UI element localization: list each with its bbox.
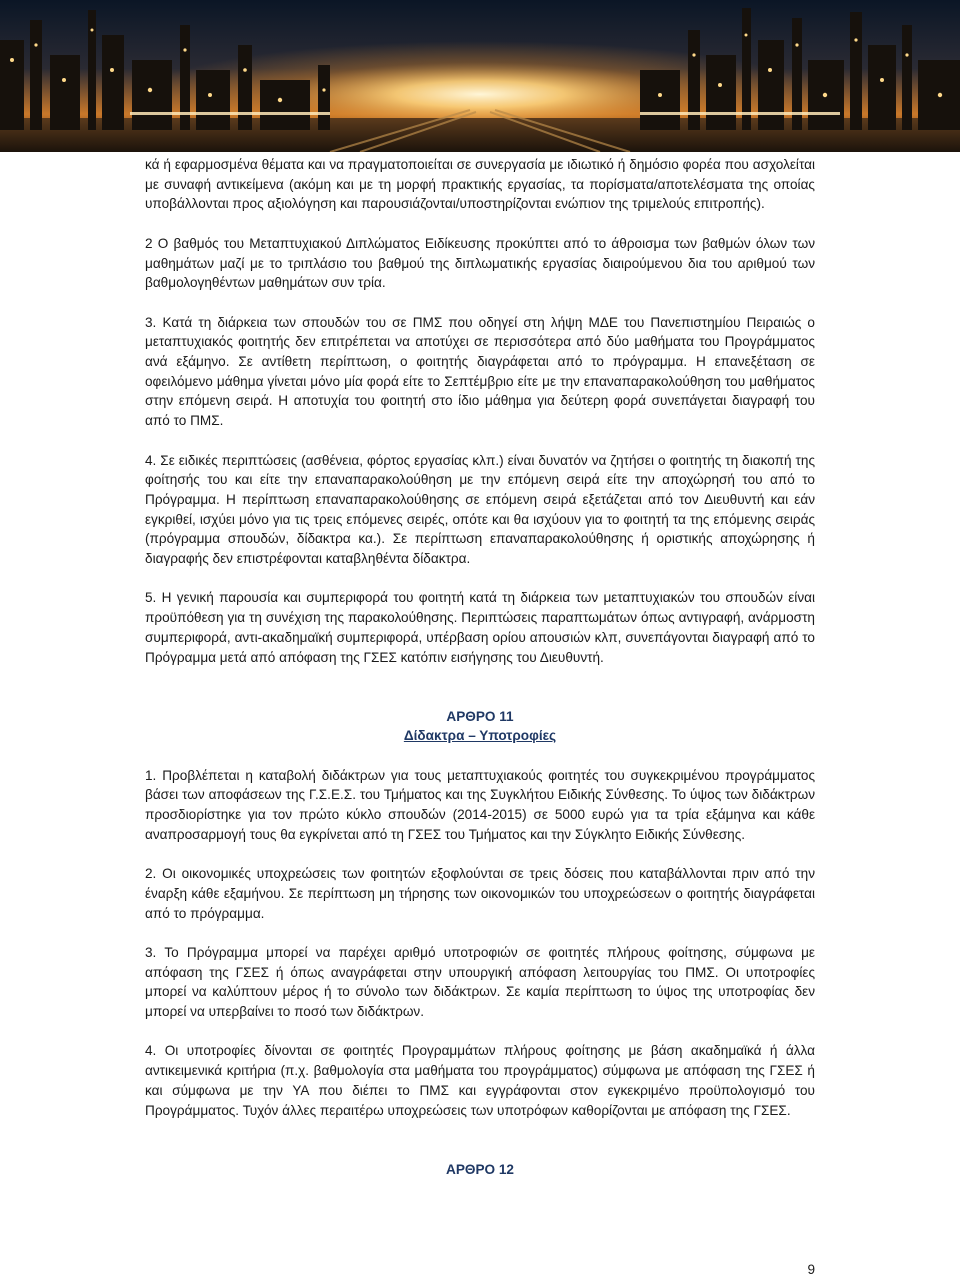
article-11-title: Δίδακτρα – Υποτροφίες: [403, 728, 557, 744]
refinery-night-photo: [0, 0, 960, 152]
paragraph-3: 3. Κατά τη διάρκεια των σπουδών του σε ΠΜΣ που οδηγεί στη λήψη ΜΔΕ του Πανεπιστημίου Πειραιώς ο μεταπτυχιακός φοιτητής δεν επιτρέπεται να αποτύχει σε περισσότερα από δύο μαθήματα του Προγράμματος ανά εξάμηνο. Σε αντίθετη περίπτωση, ο φοιτητής διαγράφεται από το πρόγραμμα. Η επανεξέταση σε οφειλόμενο μάθημα γίνεται μόνο μία φορά είτε το Σεπτέμβριο είτε με την επαναπαρακολούθηση του μαθήματος στην επόμενη σειρά. Η αποτυχία του φοιτητή στο ίδιο μάθημα για δεύτερη φορά συνεπάγεται διαγραφή του από το ΠΜΣ.: [145, 314, 815, 429]
article-11-heading: ΑΡΘΡΟ 11: [446, 708, 514, 724]
article-11-paragraph-4: 4. Οι υποτροφίες δίνονται σε φοιτητές Προγραμμάτων πλήρους φοίτησης με βάση ακαδημαϊκά ή άλλα αντικειμενικά κριτήρια (π.χ. βαθμολογία στα μαθήματα του προγράμματος) σύμφωνα με απόφαση της ΓΣΕΣ ή και σύμφωνα με την ΥΑ που διέπει το ΠΜΣ και εγγράφονται στον εγκεκριμένο προϋπολογισμό του Προγράμματος. Τυχόν άλλες περαιτέρω υποχρεώσεις των υποτρόφων καθορίζονται με απόφαση της ΓΣΕΣ.: [145, 1043, 815, 1118]
paragraph-continued: κά ή εφαρμοσμένα θέματα και να πραγματοποιείται σε συνεργασία με ιδιωτικό ή δημόσιο φορέα που ασχολείται με συναφή αντικείμενα (ακόμη και με τη μορφή πρακτικής εργασίας, τα πορίσματα/αποτελέσματα της οποίας υποβάλλονται προς αξιολόγηση και παρουσιάζονται/υποστηρίζονται ενώπιον της τριμελούς επιτροπής).: [145, 157, 815, 212]
article-11-paragraph-1: 1. Προβλέπεται η καταβολή διδάκτρων για τους μεταπτυχιακούς φοιτητές του συγκεκριμένου προγράμματος βάσει των αποφάσεων της Γ.Σ.Ε.Σ. του Τμήματος και της Συγκλήτου Ειδικής Σύνθεσης. Το ύψος των διδάκτρων προσδιορίστηκε για τον πρώτο κύκλο σπουδών (2014-2015) σε 5000 ευρώ για τα τρία εξάμηνα και κάθε αναπροσαρμογή τους θα εγκρίνεται από τη ΓΣΕΣ του Τμήματος και την Σύγκλητο Ειδικής Σύνθεσης.: [145, 767, 815, 842]
paragraph-5: 5. Η γενική παρουσία και συμπεριφορά του φοιτητή κατά τη διάρκεια των μεταπτυχιακών του σπουδών είναι προϋπόθεση για τη συνέχιση της παρακολούθησης. Περιπτώσεις παραπτωμάτων όπως αντιγραφή, ανάρμοστη συμπεριφορά, αντι-ακαδημαϊκή συμπεριφορά, υπέρβαση ορίου απουσιών κλπ, συνεπάγονται διαγραφή από το Πρόγραμμα μετά από απόφαση της ΓΣΕΣ κατόπιν εισήγησης του Διευθυντή.: [145, 590, 815, 665]
document-body: [145, 155, 815, 1179]
article-12-heading: ΑΡΘΡΟ 12: [446, 1161, 514, 1177]
article-11-paragraph-2: 2. Οι οικονομικές υποχρεώσεις των φοιτητών εξοφλούνται σε τρεις δόσεις που καταβάλλονται πριν από την έναρξη κάθε εξαμήνου. Σε περίπτωση μη τήρησης των οικονομικών του υποχρεώσεων ο φοιτητής διαγράφεται από το πρόγραμμα.: [145, 866, 815, 921]
page-number: 9: [807, 1262, 815, 1277]
paragraph-4: 4. Σε ειδικές περιπτώσεις (ασθένεια, φόρτος εργασίας κλπ.) είναι δυνατόν να ζητήσει ο φοιτητής τη διακοπή της φοίτησής του και είτε την επαναπαρακολούθηση με την επόμενη σειρά είτε την αποχώρησή του από το Πρόγραμμα. Η περίπτωση επαναπαρακολούθησης σε επόμενη σειρά εξετάζεται από τον Διευθυντή και εάν εγκριθεί, ισχύει μόνο για τις τρεις επόμενες σειρές, οπότε και θα ισχύουν για το φοιτητή τα της επόμενης σειράς (πρόγραμμα σπουδών, δίδακτρα κα.). Σε περίπτωση επαναπαρακολούθησης ή οριστικής αποχώρησης ή διαγραφής δεν επιστρέφονται καταβληθέντα δίδακτρα.: [145, 452, 815, 567]
article-11-paragraph-3: 3. Το Πρόγραμμα μπορεί να παρέχει αριθμό υποτροφιών σε φοιτητές πλήρους φοίτησης, σύμφωνα με απόφαση της ΓΣΕΣ ή όπως αναγράφεται στην υπουργική απόφαση λειτουργίας του ΠΜΣ. Οι υποτροφίες μπορεί να καλύπτουν μέρος ή το σύνολο των διδάκτρων. Σε καμία περίπτωση το ύψος της υποτροφίας δεν μπορεί να υπερβαίνει το ποσό των διδάκτρων.: [145, 944, 815, 1020]
paragraph-2: 2 Ο βαθμός του Μεταπτυχιακού Διπλώματος Ειδίκευσης προκύπτει από το άθροισμα των βαθμών όλων των μαθημάτων μαζί με το τριπλάσιο του βαθμού της διπλωματικής εργασίας διαιρούμενου δια του αριθμού των βαθμολογηθέντων μαθημάτων συν τρία.: [145, 235, 815, 291]
header-banner-image: [0, 0, 960, 152]
